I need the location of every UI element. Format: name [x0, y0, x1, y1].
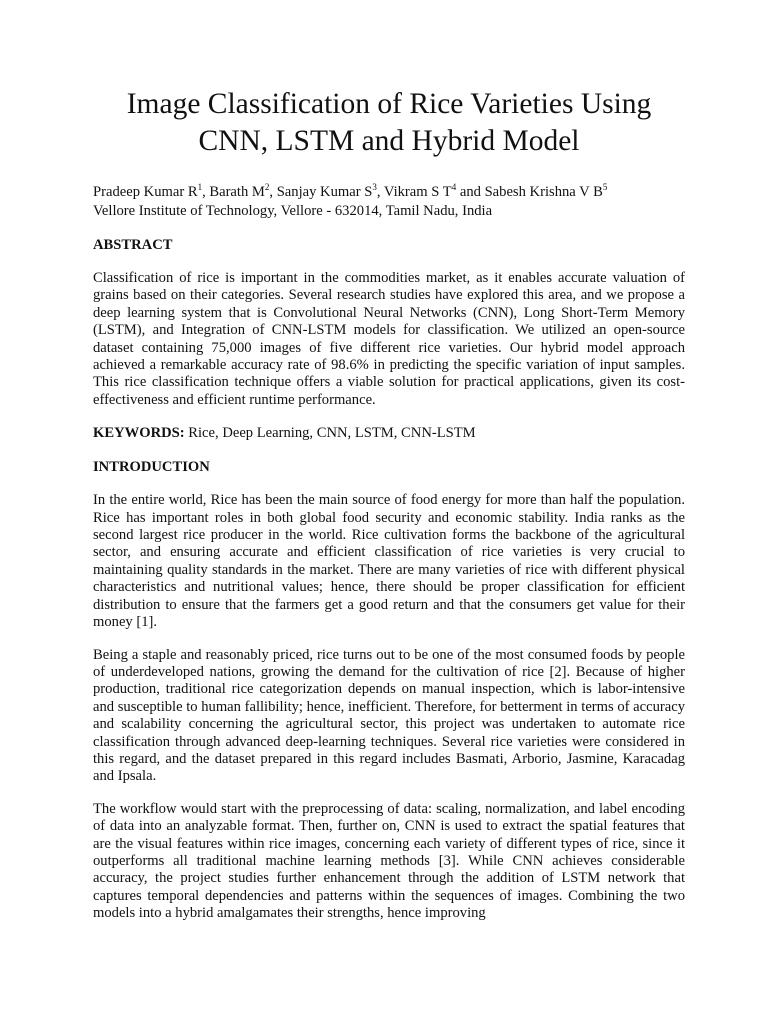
abstract-text: Classification of rice is important in the commodities market, as it enables accurate valuation of grains based on their categories. Several research studies have explored this area, and we propose a deep learning system that is Convolutional Neural Networks (CNN), Long Short-Term Memory (LSTM), and Integration of CNN-LSTM models for classification. We utilized an open-source dataset containing 75,000 images of five different rice varieties. Our hybrid model approach achieved a remarkable accuracy rate of 98.6% in predicting the specific variation of input samples. This rice classification technique offers a viable solution for practical applications, given its cost-effectiveness and efficient runtime performance.: [93, 270, 685, 408]
author-2: Barath $M^2$,: [209, 182, 277, 200]
intro-paragraph-3: The workflow would start with the preprocessing of data: scaling, normalization, and label encoding of data into an analyzable format. Then, further on, CNN is used to extract the spatial features that are the visual features within rice images, concerning each variety of different types of rice, since it outperforms all traditional machine learning methods [3]. While CNN achieves considerable accuracy, the project studies further enhancement through the addition of LSTM network that captures temporal dependencies and patterns within the sequences of images. Combining the two models into a hybrid amalgamates their strengths, hence improving: [93, 800, 685, 922]
author-1: Pradeep Kumar $R^1$,: [93, 182, 210, 200]
keywords-label: KEYWORDS:: [93, 425, 185, 442]
author-5: Sabesh Krishna V $B^5$: [484, 182, 608, 200]
introduction-heading: INTRODUCTION: [93, 459, 210, 476]
author-list: [93, 183, 685, 202]
intro-paragraph-2: Being a staple and reasonably priced, rice turns out to be one of the most consumed foods by people of underdeveloped nations, growing the demand for the cultivation of rice [2]. Because of higher production, traditional rice categorization depends on manual inspection, which is labor-intensive and susceptible to human fallibility; hence, inefficient. Therefore, for betterment in terms of accuracy and scalability concerning the agricultural sector, this project was undertaken to automate rice classification through advanced deep-learning techniques. Several rice varieties were considered in this regard, and the dataset prepared in this regard includes Basmati, Arborio, Jasmine, Karacadag and Ipsala.: [93, 646, 685, 785]
title-line-1: Image Classification of Rice Varieties Using: [126, 88, 652, 120]
keywords-list: Rice, Deep Learning, CNN, LSTM, CNN-LSTM: [184, 425, 476, 442]
affiliation: Vellore Institute of Technology, Vellore - 632014, Tamil Nadu, India: [93, 203, 493, 219]
author-block: [93, 183, 685, 221]
author-3: Sanjay Kumar $S^3$,: [276, 182, 384, 200]
author-4: Vikram S $T^4$ and: [383, 182, 485, 200]
paper-page: [93, 86, 685, 923]
intro-paragraph-1: In the entire world, Rice has been the main source of food energy for more than half the population. Rice has important roles in both global food security and economic stability. India ranks as the second largest rice producer in the world. Rice cultivation forms the backbone of the agricultural sector, and ensuring accurate and efficient classification of rice varieties is very crucial to maintaining quality standards in the market. There are many varieties of rice with different physical characteristics and nutritional values; hence, there should be proper classification for efficient distribution to ensure that the farmers get a good return and that the consumers get value for their money [1].: [93, 492, 685, 631]
title-line-2: CNN, LSTM and Hybrid Model: [198, 125, 580, 157]
keywords-line: [93, 424, 685, 443]
paper-title: [81, 86, 697, 160]
abstract-heading: ABSTRACT: [93, 237, 173, 253]
